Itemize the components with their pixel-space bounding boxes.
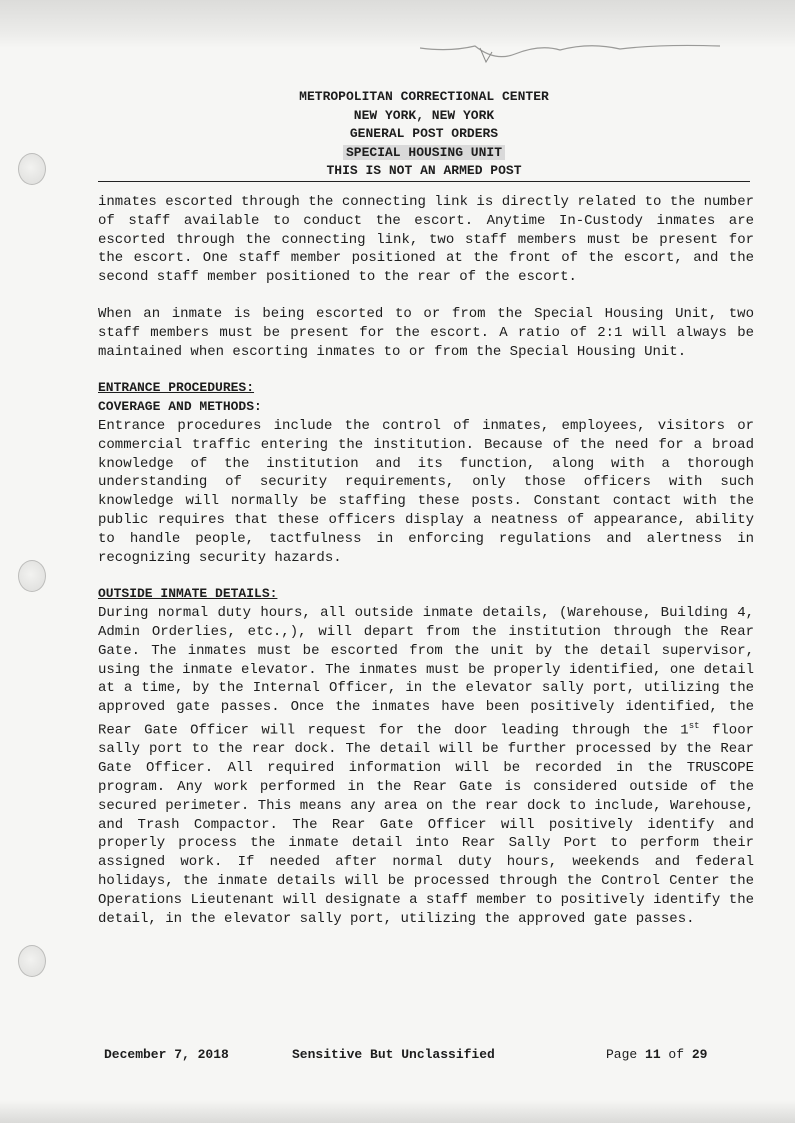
header-institution: METROPOLITAN CORRECTIONAL CENTER xyxy=(299,89,549,104)
torn-edge-mark xyxy=(420,40,720,70)
footer-date: December 7, 2018 xyxy=(104,1047,229,1062)
outside-inmate-details-heading: OUTSIDE INMATE DETAILS: xyxy=(98,586,278,602)
page-body xyxy=(98,193,754,928)
shu-escort-paragraph: When an inmate is being escorted to or from the Special Housing Unit, two staff members must be present for the escort. A ratio of 2:1 will always be maintained when escorting inmates to or from the Special Housing Unit. xyxy=(98,305,754,360)
binder-hole-middle xyxy=(18,560,46,592)
footer-page-number xyxy=(606,1047,707,1062)
header-unit xyxy=(98,144,750,163)
header-doc-type: GENERAL POST ORDERS xyxy=(349,126,499,141)
header-location: NEW YORK, NEW YORK xyxy=(353,107,495,123)
details-text-part1: During normal duty hours, all outside inmate details, (Warehouse, Building 4, Admin Orderlies, etc.,), will depart from the institution through the Rear Gate. The inmates must be escorted from the unit by the detail supervisor, using the inmate elevator. The inmates must be properly identified, one detail at a time, by the Internal Officer, in the elevator sally port, utilizing the approved gate passes. Once the inmates have been positively identified, the Rear Gate Officer will request for the door leading through the 1 xyxy=(98,605,754,739)
binder-hole-bottom xyxy=(18,945,46,977)
page-total: 29 xyxy=(691,1047,708,1062)
page-current: 11 xyxy=(645,1047,661,1062)
binder-hole-top xyxy=(18,153,46,185)
page-prefix: Page xyxy=(606,1047,646,1062)
escort-link-paragraph: inmates escorted through the connecting link is directly related to the number of staff available to conduct the escort. Anytime In-Custody inmates are escorted through the connecting link, two staff members must be present for the escort. One staff member positioned at the front of the escort, and the second staff member positioned to the rear of the escort. xyxy=(98,194,754,286)
entrance-procedures-paragraph: Entrance procedures include the control of inmates, employees, visitors or commercial traffic entering the institution. Because of the need for a broad knowledge of the institution and its function, along with a thorough understanding of security requirements, only those officers with such knowledge will normally be staffing these posts. Constant contact with the public requires that these officers display a neatness of appearance, ability to handle people, tactfulness in enforcing regulations and alertness in recognizing security hazards. xyxy=(98,417,754,566)
header-divider xyxy=(98,181,750,182)
page-of: of xyxy=(660,1047,692,1062)
entrance-procedures-heading: ENTRANCE PROCEDURES: xyxy=(98,380,255,396)
header-unit-text: SPECIAL HOUSING UNIT xyxy=(343,145,505,160)
scan-bottom-edge xyxy=(0,1100,795,1123)
coverage-methods-heading: COVERAGE AND METHODS: xyxy=(98,399,262,415)
outside-inmate-details-paragraph xyxy=(98,604,754,928)
header-post-status: THIS IS NOT AN ARMED POST xyxy=(326,163,522,178)
details-text-part2: floor sally port to the rear dock. The detail will be further processed by the Rear Gate Officer. All required information will be recorded in the TRUSCOPE program. Any work performed in the Rear Gate is considered outside of the secured perimeter. This means any area on the rear dock to include, Warehouse, and Trash Compactor. The Rear Gate Officer will positively identify and properly process the inmate detail into Rear Sally Port to perform their assigned work. If needed after normal duty hours, weekends and federal holidays, the inmate details will be processed through the Control Center the Operations Lieutenant will designate a staff member to positively identify the detail, in the elevator sally port, utilizing the approved gate passes. xyxy=(98,722,754,927)
footer-classification: Sensitive But Unclassified xyxy=(292,1047,495,1062)
document-header xyxy=(98,88,750,181)
ordinal-suffix: st xyxy=(688,720,700,731)
